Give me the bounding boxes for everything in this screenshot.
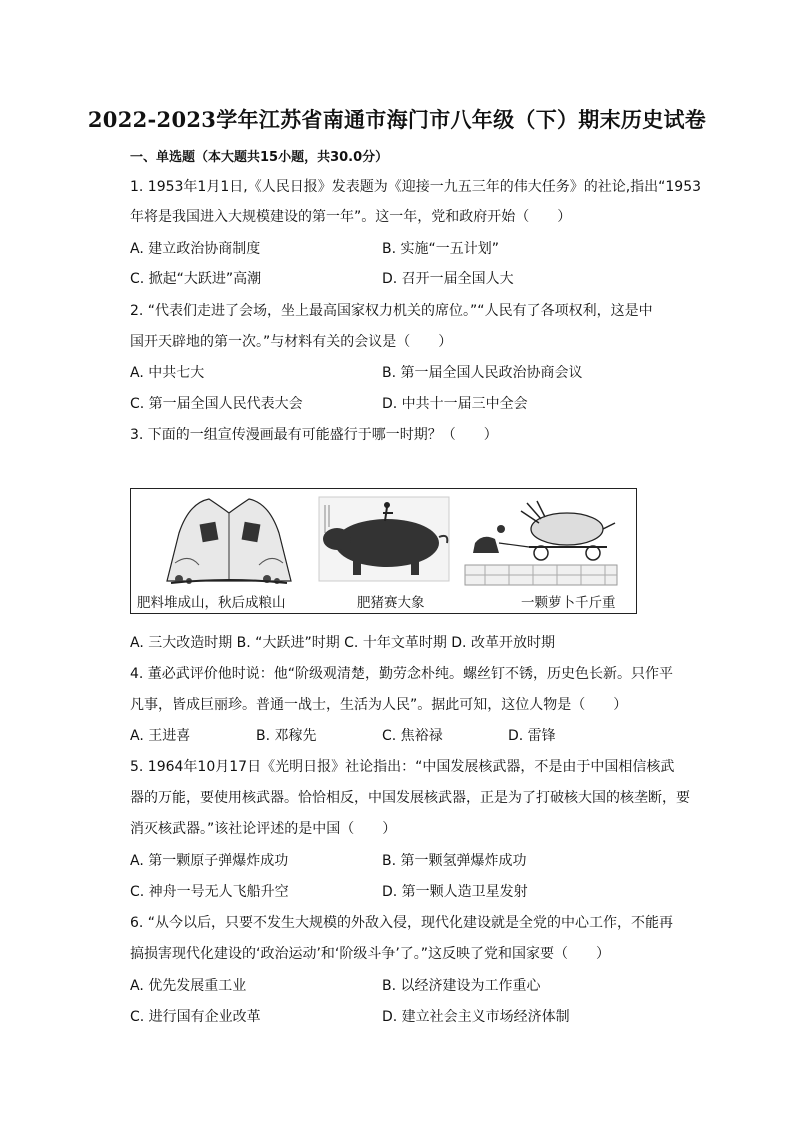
q5-stem-line1: 5. 1964年10月17日《光明日报》社论指出：“中国发展核武器，不是由于中国相信核武: [130, 759, 675, 775]
q1-option-d: D. 召开一届全国人大: [382, 271, 514, 287]
q5-option-b: B. 第一颗氢弹爆炸成功: [382, 853, 527, 869]
q5-option-d: D. 第一颗人造卫星发射: [382, 884, 528, 900]
q4-stem-line1: 4. 董必武评价他时说：他“阶级观清楚，勤劳念朴纯。螺丝钉不锈，历史色长新。只作平: [130, 666, 674, 682]
q2-stem-line2: 国开天辟地的第一次。”与材料有关的会议是（ ）: [130, 334, 453, 350]
q1-option-c: C. 掀起“大跃进”高潮: [130, 271, 262, 287]
giant-radish-cartoon: [461, 493, 621, 589]
giant-pig-cartoon: [301, 493, 461, 589]
q4-option-d: D. 雷锋: [508, 728, 556, 744]
q3-options: A. 三大改造时期 B. “大跃进”时期 C. 十年文革时期 D. 改革开放时期: [130, 635, 555, 651]
section-heading: 一、单选题（本大题共15小题，共30.0分）: [130, 150, 389, 165]
propaganda-cartoon-figure: [130, 488, 637, 614]
cartoon-caption-3: 一颗萝卜千斤重: [521, 595, 616, 611]
q5-option-c: C. 神舟一号无人飞船升空: [130, 884, 289, 900]
q3-stem: 3. 下面的一组宣传漫画最有可能盛行于哪一时期？（ ）: [130, 427, 498, 443]
q1-option-b: B. 实施“一五计划”: [382, 241, 500, 257]
q2-option-c: C. 第一届全国人民代表大会: [130, 396, 303, 412]
q6-option-c: C. 进行国有企业改革: [130, 1009, 261, 1025]
q1-option-a: A. 建立政治协商制度: [130, 241, 261, 257]
q1-stem-line1: 1. 1953年1月1日,《人民日报》发表题为《迎接一九五三年的伟大任务》的社论,指出“1953: [130, 179, 702, 195]
q6-stem-line1: 6. “从今以后，只要不发生大规模的外敌入侵，现代化建设就是全党的中心工作，不能再: [130, 915, 674, 931]
q6-option-b: B. 以经济建设为工作重心: [382, 978, 541, 994]
q5-stem-line2: 器的万能，要使用核武器。恰恰相反，中国发展核武器，正是为了打破核大国的核垄断，要: [130, 790, 690, 806]
cartoon-caption-1: 肥料堆成山，秋后成粮山: [137, 595, 286, 611]
cartoon-caption-2: 肥猪赛大象: [357, 595, 425, 611]
q6-option-a: A. 优先发展重工业: [130, 978, 247, 994]
fertilizer-mountain-cartoon: [149, 493, 309, 589]
q4-stem-line2: 凡事，皆成巨丽珍。普通一战士，生活为人民”。据此可知，这位人物是（ ）: [130, 697, 628, 713]
q5-stem-line3: 消灭核武器。”该社论评述的是中国（ ）: [130, 821, 397, 837]
q6-stem-line2: 搞损害现代化建设的‘政治运动’和‘阶级斗争’了。”这反映了党和国家要（ ）: [130, 946, 611, 962]
q4-option-c: C. 焦裕禄: [382, 728, 443, 744]
q5-option-a: A. 第一颗原子弹爆炸成功: [130, 853, 289, 869]
q4-option-a: A. 王进喜: [130, 728, 191, 744]
q2-stem-line1: 2. “代表们走进了会场，坐上最高国家权力机关的席位。”“人民有了各项权利，这是中: [130, 303, 653, 319]
exam-title: 2022-2023学年江苏省南通市海门市八年级（下）期末历史试卷: [87, 107, 707, 132]
q2-option-b: B. 第一届全国人民政治协商会议: [382, 365, 583, 381]
q6-option-d: D. 建立社会主义市场经济体制: [382, 1009, 570, 1025]
q2-option-a: A. 中共七大: [130, 365, 205, 381]
q2-option-d: D. 中共十一届三中全会: [382, 396, 528, 412]
q4-option-b: B. 邓稼先: [256, 728, 317, 744]
q1-stem-line2: 年将是我国进入大规模建设的第一年”。这一年，党和政府开始（ ）: [130, 209, 572, 225]
